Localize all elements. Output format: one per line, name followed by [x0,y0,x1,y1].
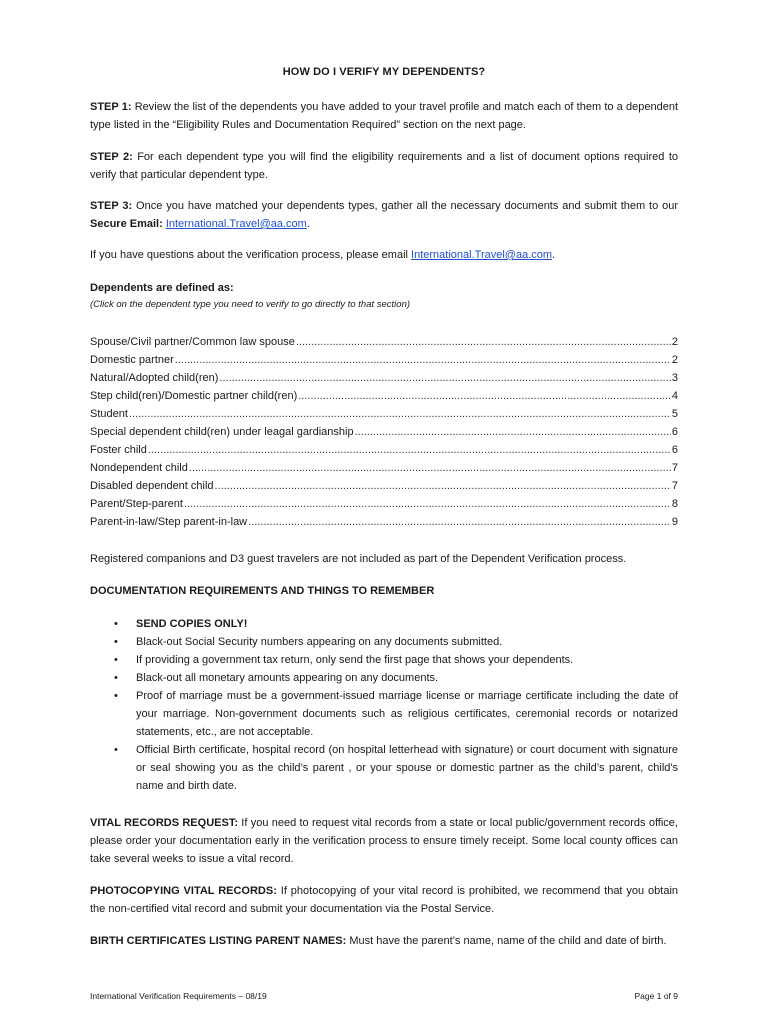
toc-page-number: 8 [671,498,678,510]
step-3-paragraph [90,197,678,233]
questions-end: . [552,249,556,261]
bullet-glyph: • [114,690,118,702]
step-2-text: For each dependent type you will find the eligibility requirements and a list of document options required to verify that particular dependent type. [90,151,679,181]
toc-entry-step-child[interactable] [90,387,678,405]
toc-page-number: 6 [671,444,678,456]
list-item-text: Black-out all monetary amounts appearing on any documents. [136,672,439,684]
vital-records-paragraph [90,814,678,868]
toc-label[interactable]: Foster child [90,444,147,456]
toc-page-number: 2 [671,354,678,366]
bullet-glyph: • [114,618,118,630]
toc-leader [189,459,671,477]
birth-certificates-label: BIRTH CERTIFICATES LISTING PARENT NAMES: [90,935,347,947]
step-2-paragraph [90,148,678,184]
toc-leader [298,387,671,405]
step-3-text: Once you have matched your dependents types, gather all the necessary documents and submit them to our [132,200,678,212]
toc-page-number: 4 [671,390,678,402]
toc-entry-spouse[interactable] [90,333,678,351]
footer-doc-title: International Verification Requirements – 08/19 [90,991,267,1001]
toc-leader [355,423,671,441]
bullet-glyph: • [114,636,118,648]
questions-text: If you have questions about the verification process, please email [90,249,412,261]
toc-label[interactable]: Natural/Adopted child(ren) [90,372,219,384]
toc-label[interactable]: Parent-in-law/Step parent-in-law [90,516,248,528]
list-item-text: Proof of marriage must be a government-issued marriage license or marriage certificate including the date of your marriage. Non-government documents such as religious certificates, ceremonial records or notarized statements, etc., are not acceptable. [136,690,678,738]
toc-label[interactable]: Step child(ren)/Domestic partner child(ren) [90,390,298,402]
toc-page-number: 9 [671,516,678,528]
questions-email-link[interactable]: International.Travel@aa.com [411,249,553,261]
toc-page-number: 6 [671,426,678,438]
toc-leader [184,495,671,513]
step-2-label: STEP 2: [90,151,133,163]
dependent-type-toc [90,333,678,531]
toc-label[interactable]: Student [90,408,128,420]
definitions-heading: Dependents are defined as: [90,282,234,294]
toc-label[interactable]: Parent/Step-parent [90,498,183,510]
list-item [114,669,678,687]
bullet-glyph: • [114,654,118,666]
definitions-note: (Click on the dependent type you need to verify to go directly to that section) [90,299,411,310]
bullet-glyph: • [114,672,118,684]
photocopying-paragraph [90,882,678,918]
list-item [114,651,678,669]
secure-email-label: Secure Email: [90,218,163,230]
list-item-text: Official Birth certificate, hospital record (on hospital letterhead with signature) or court document with signature or seal showing you as the child’s parent , or your spouse or domestic partner as the child’s parent, child's name and birth date. [136,744,678,792]
step-1-label: STEP 1: [90,101,132,113]
toc-page-number: 3 [671,372,678,384]
photocopying-text: If photocopying of your vital record is prohibited, we recommend that you obtain the non-certified vital record and submit your documentation via the Postal Service. [90,885,679,915]
list-item-text: Black-out Social Security numbers appearing on any documents submitted. [136,636,503,648]
step-3-end: . [306,218,310,230]
document-page [90,0,678,1024]
step-3-label: STEP 3: [90,200,133,212]
step-1-text: Review the list of the dependents you have added to your travel profile and match each of them to a dependent type listed in the “Eligibility Rules and Documentation Required” section on the next page. [90,101,678,131]
toc-entry-parent[interactable] [90,495,678,513]
toc-page-number: 2 [671,336,678,348]
toc-label[interactable]: Disabled dependent child [90,480,214,492]
doc-requirements-list [114,615,678,795]
toc-leader [148,441,671,459]
list-item [114,741,678,795]
toc-entry-student[interactable] [90,405,678,423]
list-item [114,615,678,633]
vital-records-label: VITAL RECORDS REQUEST: [90,817,238,829]
step-1-paragraph [90,98,678,134]
questions-paragraph [90,246,678,264]
toc-label[interactable]: Domestic partner [90,354,174,366]
birth-certificates-paragraph [90,932,678,950]
footer-page-number: Page 1 of 9 [634,991,678,1001]
doc-requirements-heading: DOCUMENTATION REQUIREMENTS AND THINGS TO REMEMBER [90,585,435,597]
toc-label[interactable]: Special dependent child(ren) under leagal gardianship [90,426,354,438]
send-copies-text: SEND COPIES ONLY! [136,618,248,630]
toc-leader [248,513,671,531]
toc-entry-parent-in-law[interactable] [90,513,678,531]
toc-entry-domestic-partner[interactable] [90,351,678,369]
toc-page-number: 7 [671,462,678,474]
vital-records-text: If you need to request vital records from a state or local public/government records office, please order your documentation early in the verification process to ensure timely receipt. Some local county offices can take several weeks to issue a vital record. [90,817,678,865]
toc-leader [215,477,671,495]
toc-label[interactable]: Nondependent child [90,462,188,474]
list-item-text: If providing a government tax return, only send the first page that shows your dependents. [136,654,574,666]
bullet-glyph: • [114,744,118,756]
toc-entry-natural-child[interactable] [90,369,678,387]
birth-certificates-text: Must have the parent’s name, name of the child and date of birth. [346,935,667,947]
list-item [114,687,678,741]
toc-entry-foster-child[interactable] [90,441,678,459]
toc-label[interactable]: Spouse/Civil partner/Common law spouse [90,336,295,348]
toc-entry-special-dependent[interactable] [90,423,678,441]
toc-leader [219,369,670,387]
toc-entry-disabled-child[interactable] [90,477,678,495]
photocopying-label: PHOTOCOPYING VITAL RECORDS: [90,885,277,897]
toc-leader [296,333,671,351]
list-item [114,633,678,651]
toc-page-number: 5 [671,408,678,420]
registered-companions-note: Registered companions and D3 guest travelers are not included as part of the Dependent Verification process. [90,553,627,565]
toc-leader [175,351,671,369]
secure-email-link[interactable]: International.Travel@aa.com [165,218,307,230]
toc-page-number: 7 [671,480,678,492]
page-title: HOW DO I VERIFY MY DEPENDENTS? [282,66,486,78]
toc-leader [129,405,671,423]
toc-entry-nondependent-child[interactable] [90,459,678,477]
